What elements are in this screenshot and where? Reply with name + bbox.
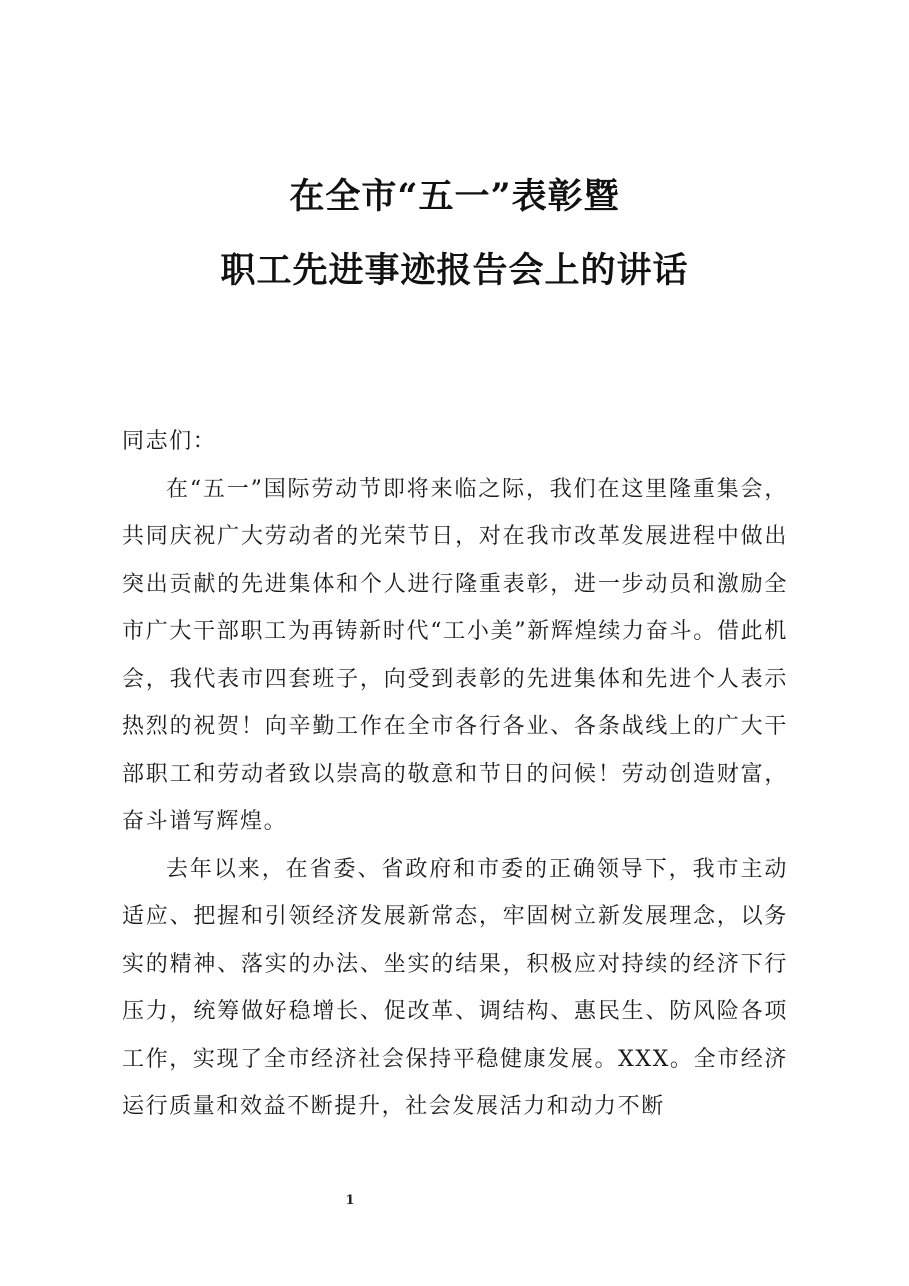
paragraph-2: 去年以来，在省委、省政府和市委的正确领导下，我市主动适应、把握和引领经济发展新常态，牢固树立新发展理念，以务实的精神、落实的办法、坐实的结果，积极应对持续的经济下行压力，统筹做好稳增长、促改革、调结构、惠民生、防风险各项工作，实现了全市经济社会保持平稳健康发展。XXX。全市经济运行质量和效益不断提升，社会发展活力和动力不断 [122, 856, 788, 1119]
page-number: 1 [345, 1193, 355, 1208]
title-line-1: 在全市“五一”表彰暨 [289, 176, 620, 217]
document-title [0, 160, 909, 308]
document-body [122, 418, 788, 1131]
salutation: 同志们： [122, 429, 217, 454]
paragraph-1: 在“五一”国际劳动节即将来临之际，我们在这里隆重集会，共同庆祝广大劳动者的光荣节日，对在我市改革发展进程中做出突出贡献的先进集体和个人进行隆重表彰，进一步动员和激励全市广大干部职工为再铸新时代“工小美”新辉煌续力奋斗。借此机会，我代表市四套班子，向受到表彰的先进集体和先进个人表示热烈的祝贺！向辛勤工作在全市各行各业、各条战线上的广大干部职工和劳动者致以崇高的敬意和节日的问候！劳动创造财富，奋斗谱写辉煌。 [122, 476, 788, 834]
title-line-2: 职工先进事迹报告会上的讲话 [220, 250, 689, 291]
